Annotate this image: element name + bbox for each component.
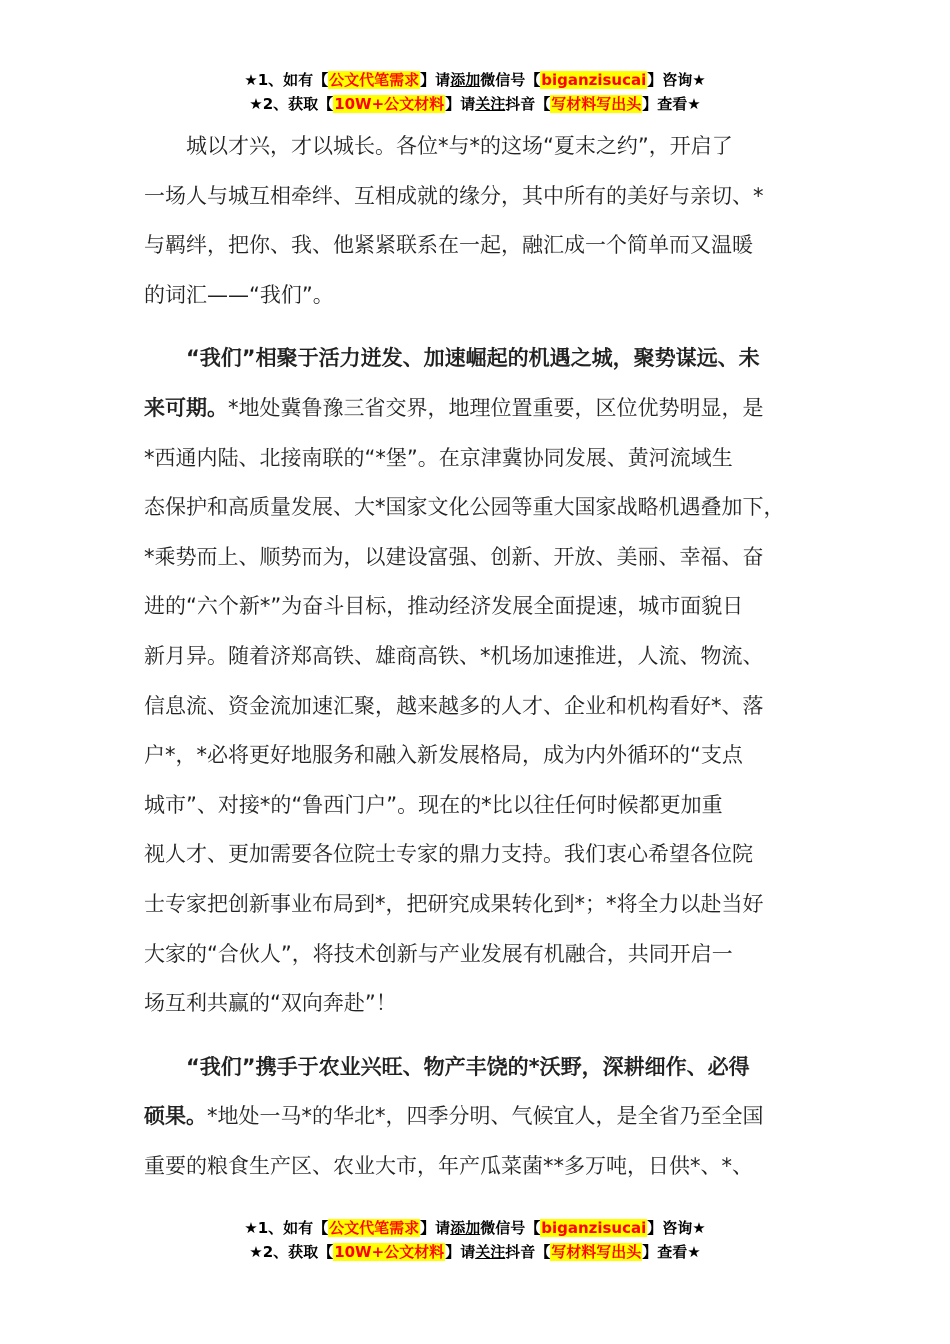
paragraph-2-text: *地处冀鲁豫三省交界，地理位置重要，区位优势明显，是 [228,395,764,420]
paragraph-3-text: *地处一马*的华北*，四季分明、气候宜人，是全省乃至全国 [207,1104,764,1129]
paragraph-2-line: 新月异。随着济郑高铁、雄商高铁、*机场加速推进，人流、物流、 [144,643,764,668]
paragraph-3-heading-end: 硕果。 [144,1104,207,1129]
banner-text: ★1、如有【 [244,1219,329,1237]
paragraph-3-line [144,1043,806,1093]
paragraph-1-line: 一场人与城互相牵绊、互相成就的缘分，其中所有的美好与亲切、* [144,183,764,208]
banner-line-1 [0,1216,950,1240]
paragraph-2-line: 态保护和高质量发展、大*国家文化公园等重大国家战略机遇叠加下， [144,495,785,520]
banner-text: 微信号【 [480,1219,541,1237]
banner-line-1 [0,68,950,92]
banner-underline: 关注 [475,1243,506,1261]
footer-banner [0,1216,950,1264]
paragraph-2-line: 视人才、更加需要各位院士专家的鼎力支持。我们衷心希望各位院 [144,842,753,867]
paragraph-2-heading: “我们”相聚于活力迸发、加速崛起的机遇之城，聚势谋远、未 [186,346,760,371]
paragraph-1-line: 与羁绊，把你、我、他紧紧联系在一起，融汇成一个简单而又温暖 [144,233,753,258]
paragraph-2-line: 进的“六个新*”为奋斗目标，推动经济发展全面提速，城市面貌日 [144,594,744,619]
paragraph-2-line: 场互利共赢的“双向奔赴”！ [144,991,397,1016]
banner-text: 】请 [445,1243,476,1261]
paragraph-2-line: 户*，*必将更好地服务和融入新发展格局，成为内外循环的“支点 [144,743,743,768]
banner-highlight: 公文代笔需求 [329,71,420,89]
paragraph-2-heading-end: 来可期。 [144,395,228,420]
banner-text: ★1、如有【 [244,71,329,89]
banner-text: 】请 [445,95,476,113]
banner-line-2 [0,1240,950,1264]
paragraph-2-line: *西通内陆、北接南联的“*堡”。在京津冀协同发展、黄河流域生 [144,445,733,470]
banner-text: ★2、获取【 [249,1243,334,1261]
banner-text: 】请 [420,71,451,89]
paragraph-3-line: 重要的粮食生产区、农业大市，年产瓜菜菌**多万吨，日供*、*、 [144,1153,753,1178]
paragraph-1-line: 的词汇——“我们”。 [144,282,334,307]
paragraph-gap [144,320,806,334]
banner-highlight: 10W+公文材料 [334,95,445,113]
banner-text: 抖音【 [505,1243,551,1261]
banner-highlight-douyin: 写材料写出头 [551,1243,642,1261]
banner-line-2 [0,92,950,116]
paragraph-2-line: 城市”、对接*的“鲁西门户”。现在的*比以往任何时候都更加重 [144,792,723,817]
paragraph-2-line: *乘势而上、顺势而为，以建设富强、创新、开放、美丽、幸福、奋 [144,544,764,569]
paragraph-gap [144,1029,806,1043]
paragraph-2-line [144,384,806,434]
header-banner [0,68,950,116]
banner-highlight: 10W+公文材料 [334,1243,445,1261]
banner-text: 抖音【 [505,95,551,113]
paragraph-3-line [144,1092,806,1142]
document-body [144,122,806,1191]
paragraph-1-line: 城以才兴，才以城长。各位*与*的这场“夏末之约”，开启了 [186,134,733,158]
banner-text: 】咨询★ [647,1219,706,1237]
banner-highlight-wechat-id: biganzisucai [541,1219,647,1237]
banner-underline: 关注 [475,95,506,113]
paragraph-2-line: 大家的“合伙人”，将技术创新与产业发展有机融合，共同开启一 [144,941,733,966]
banner-highlight-douyin: 写材料写出头 [551,95,642,113]
banner-underline: 添加 [450,71,481,89]
banner-highlight: 公文代笔需求 [329,1219,420,1237]
banner-underline: 添加 [450,1219,481,1237]
banner-text: 】查看★ [642,95,701,113]
paragraph-2-line: 士专家把创新事业布局到*，把研究成果转化到*；*将全力以赴当好 [144,891,764,916]
banner-text: ★2、获取【 [249,95,334,113]
paragraph-3-heading: “我们”携手于农业兴旺、物产丰饶的*沃野，深耕细作、必得 [186,1054,750,1079]
banner-text: 微信号【 [480,71,541,89]
banner-text: 】查看★ [642,1243,701,1261]
banner-highlight-wechat-id: biganzisucai [541,71,647,89]
banner-text: 】咨询★ [647,71,706,89]
paragraph-2-line [144,334,806,384]
banner-text: 】请 [420,1219,451,1237]
paragraph-2-line: 信息流、资金流加速汇聚，越来越多的人才、企业和机构看好*、落 [144,693,764,718]
